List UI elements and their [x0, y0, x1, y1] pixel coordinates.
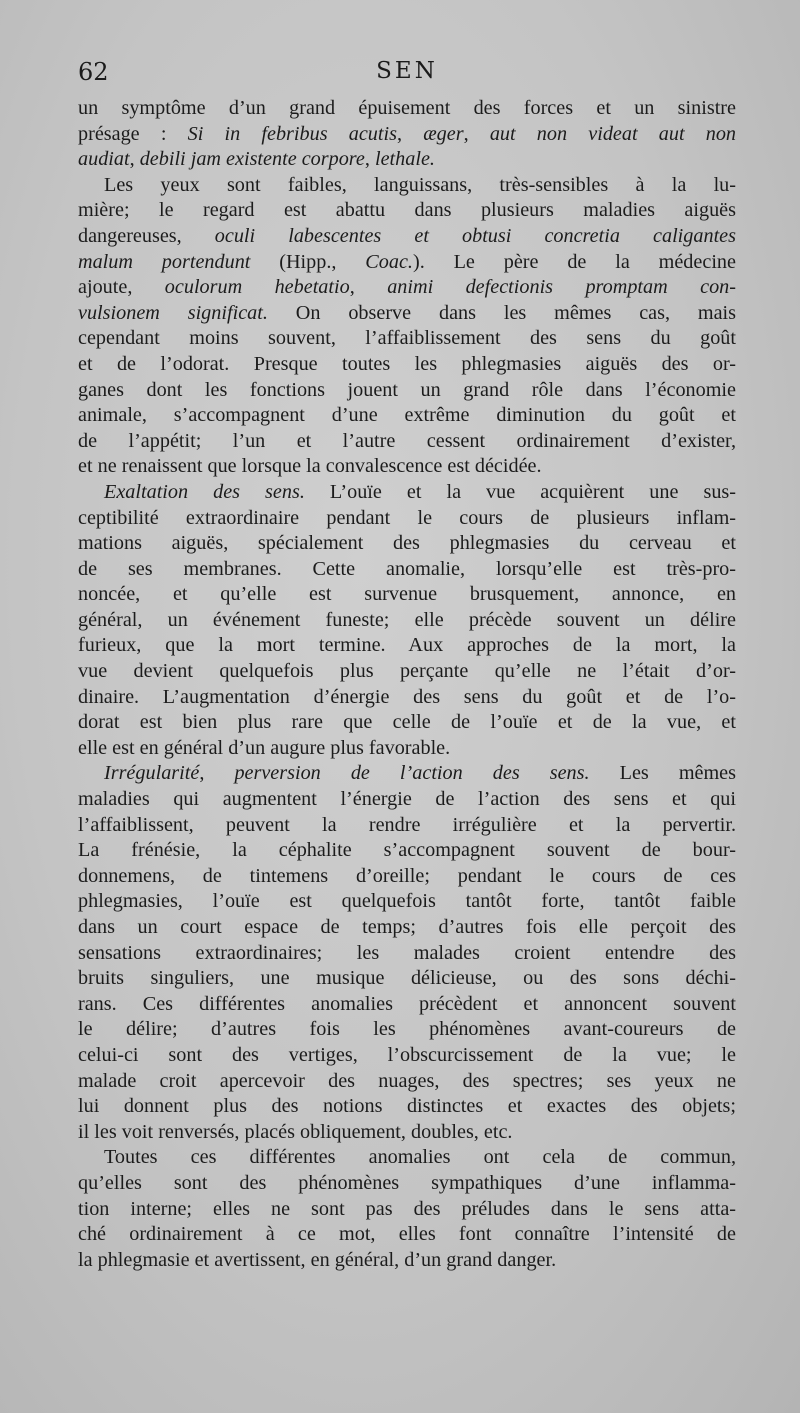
italic-text: aut non videat aut non: [489, 122, 737, 145]
text-line: [78, 275, 736, 301]
text-line: [78, 429, 736, 455]
italic-text: Si in febribus acutis: [187, 122, 397, 145]
text-segment: mations aiguës, spécialement des phlegmasies du cerveau et: [78, 532, 736, 555]
text-line: [78, 198, 736, 224]
text-line: [78, 685, 736, 711]
text-line: [78, 1069, 736, 1095]
text-segment: lui donnent plus des notions distinctes et exactes des objets;: [78, 1095, 736, 1118]
text-segment: il les voit renversés, placés obliquement, doubles, etc.: [78, 1120, 513, 1143]
italic-text: Irrégularité: [104, 762, 200, 785]
italic-text: vulsionem significat.: [78, 301, 268, 324]
text-segment: La frénésie, la céphalite s’accompagnent souvent de bour-: [78, 839, 736, 862]
text-line: [78, 506, 736, 532]
text-line: [78, 1197, 736, 1223]
text-segment: dans un court espace de temps; d’autres fois elle perçoit des: [78, 916, 736, 938]
text-line: [78, 992, 736, 1018]
text-line: [78, 889, 736, 915]
text-segment: L’ouïe et la vue acquièrent une sus-: [304, 480, 737, 503]
text-line: [78, 813, 736, 839]
text-segment: ché ordinairement à ce mot, elles font connaître l’intensité de: [78, 1223, 736, 1246]
text-line: [78, 378, 736, 404]
text-line: [78, 1222, 736, 1248]
text-line: [78, 1248, 736, 1274]
text-segment: dorat est bien plus rare que celle de l’ouïe et de la vue, et: [78, 711, 736, 734]
text-line: [78, 941, 736, 967]
text-line: [78, 480, 736, 506]
text-segment: général, un événement funeste; elle précède souvent un délire: [78, 608, 736, 631]
text-segment: donnemens, de tintemens d’oreille; pendant le cours de ces: [78, 864, 736, 887]
text-line: [78, 301, 736, 327]
text-segment: vue devient quelquefois plus perçante qu’elle ne l’était d’or-: [78, 660, 736, 683]
text-line: [78, 250, 736, 276]
italic-text: lethale.: [374, 148, 435, 171]
text-line: [78, 352, 736, 378]
text-line: [78, 582, 736, 608]
text-line: [78, 557, 736, 583]
text-segment: animale, s’accompagnent d’une extrême diminution du goût et: [78, 404, 736, 427]
text-segment: le délire; d’autres fois les phénomènes avant-coureurs de: [78, 1018, 736, 1041]
italic-text: perversion de l’action des sens.: [234, 762, 590, 785]
text-line: [78, 659, 736, 685]
italic-text: malum portendunt: [78, 250, 251, 273]
italic-text: debili jam existente corpore: [139, 148, 365, 171]
text-segment: ). Le père de la médecine: [412, 250, 736, 273]
page-number: 62: [78, 58, 109, 86]
text-segment: ajoute,: [78, 276, 165, 299]
text-segment: noncée, et qu’elle est survenue brusquement, annonce, en: [78, 583, 736, 606]
text-segment: ganes dont les fonctions jouent un grand rôle dans l’économie: [78, 378, 736, 401]
text-segment: et ne renaissent que lorsque la convalescence est décidée.: [78, 455, 542, 478]
text-line: [78, 173, 736, 199]
text-segment: (Hipp.,: [250, 250, 366, 273]
text-segment: qu’elles sont des phénomènes sympathiques d’une inflamma-: [78, 1171, 736, 1194]
italic-text: audiat: [78, 148, 130, 171]
text-segment: ,: [129, 148, 140, 171]
text-segment: ,: [364, 148, 375, 171]
text-segment: présage :: [78, 122, 188, 145]
text-line: [78, 864, 736, 890]
text-segment: Les mêmes: [589, 762, 736, 785]
text-line: [78, 736, 736, 762]
text-line: [78, 224, 736, 250]
text-line: [78, 966, 736, 992]
italic-text: animi defectionis promptam con-: [387, 276, 736, 299]
text-line: [78, 147, 736, 173]
text-segment: cependant moins souvent, l’affaiblissement des sens du goût: [78, 327, 736, 350]
text-segment: l’affaiblissent, peuvent la rendre irrégulière et la pervertir.: [78, 813, 736, 836]
text-segment: Les yeux sont faibles, languissans, très-sensibles à la lu-: [104, 173, 736, 196]
text-line: [78, 454, 736, 480]
text-segment: et de l’odorat. Presque toutes les phlegmasies aiguës des or-: [78, 352, 736, 375]
text-line: [78, 1043, 736, 1069]
italic-text: æger: [423, 122, 464, 145]
text-segment: mière; le regard est abattu dans plusieurs maladies aiguës: [78, 199, 736, 222]
text-line: [78, 787, 736, 813]
italic-text: oculorum hebetatio: [164, 276, 350, 299]
text-segment: sensations extraordinaires; les malades croient entendre des: [78, 941, 736, 964]
text-segment: Toutes ces différentes anomalies ont cela de commun,: [104, 1146, 736, 1169]
text-line: [78, 915, 736, 941]
text-segment: bruits singuliers, une musique délicieuse, ou des sons déchi-: [78, 967, 736, 990]
page-header: [78, 58, 736, 94]
italic-text: Coac.: [365, 250, 413, 273]
text-line: [78, 761, 736, 787]
text-line: [78, 1171, 736, 1197]
paragraph: [78, 96, 736, 173]
text-line: [78, 96, 736, 122]
text-segment: phlegmasies, l’ouïe est quelquefois tantôt forte, tantôt faible: [78, 890, 736, 913]
text-segment: celui-ci sont des vertiges, l’obscurcissement de la vue; le: [78, 1043, 736, 1066]
text-segment: ,: [463, 122, 490, 145]
text-line: [78, 838, 736, 864]
text-line: [78, 403, 736, 429]
text-segment: de ses membranes. Cette anomalie, lorsqu’elle est très-pro-: [78, 557, 736, 580]
text-line: [78, 633, 736, 659]
text-segment: ,: [349, 276, 388, 299]
text-segment: elle est en général d’un augure plus favorable.: [78, 736, 451, 759]
running-head: SEN: [376, 58, 438, 84]
text-segment: ,: [199, 762, 235, 785]
text-line: [78, 531, 736, 557]
text-segment: ,: [396, 122, 424, 145]
text-line: [78, 1145, 736, 1171]
paragraph: [78, 1145, 736, 1273]
text-segment: maladies qui augmentent l’énergie de l’action des sens et qui: [78, 788, 736, 811]
text-line: [78, 122, 736, 148]
text-segment: On observe dans les mêmes cas, mais: [267, 301, 737, 324]
text-segment: malade croit apercevoir des nuages, des spectres; ses yeux ne: [78, 1069, 736, 1092]
text-segment: de l’appétit; l’un et l’autre cessent ordinairement d’exister,: [78, 429, 736, 452]
text-segment: tion interne; elles ne sont pas des préludes dans le sens atta-: [78, 1197, 736, 1220]
paragraph: [78, 761, 736, 1145]
text-line: [78, 326, 736, 352]
text-segment: furieux, que la mort termine. Aux approches de la mort, la: [78, 634, 736, 657]
text-segment: rans. Ces différentes anomalies précèdent et annoncent souvent: [78, 992, 736, 1015]
paragraph: [78, 480, 736, 762]
text-line: [78, 1017, 736, 1043]
paragraph: [78, 173, 736, 480]
text-segment: un symptôme d’un grand épuisement des forces et un sinistre: [78, 97, 736, 119]
text-segment: la phlegmasie et avertissent, en général, d’un grand danger.: [78, 1248, 557, 1271]
text-line: [78, 710, 736, 736]
body-text: [78, 96, 736, 1273]
text-line: [78, 608, 736, 634]
italic-text: Exaltation des sens.: [104, 480, 305, 503]
text-line: [78, 1120, 736, 1146]
italic-text: oculi labescentes et obtusi concretia caligantes: [214, 224, 736, 247]
text-segment: dangereuses,: [78, 224, 215, 247]
text-segment: dinaire. L’augmentation d’énergie des sens du goût et de l’o-: [78, 685, 736, 708]
text-segment: ceptibilité extraordinaire pendant le cours de plusieurs inflam-: [78, 506, 736, 529]
text-line: [78, 1094, 736, 1120]
